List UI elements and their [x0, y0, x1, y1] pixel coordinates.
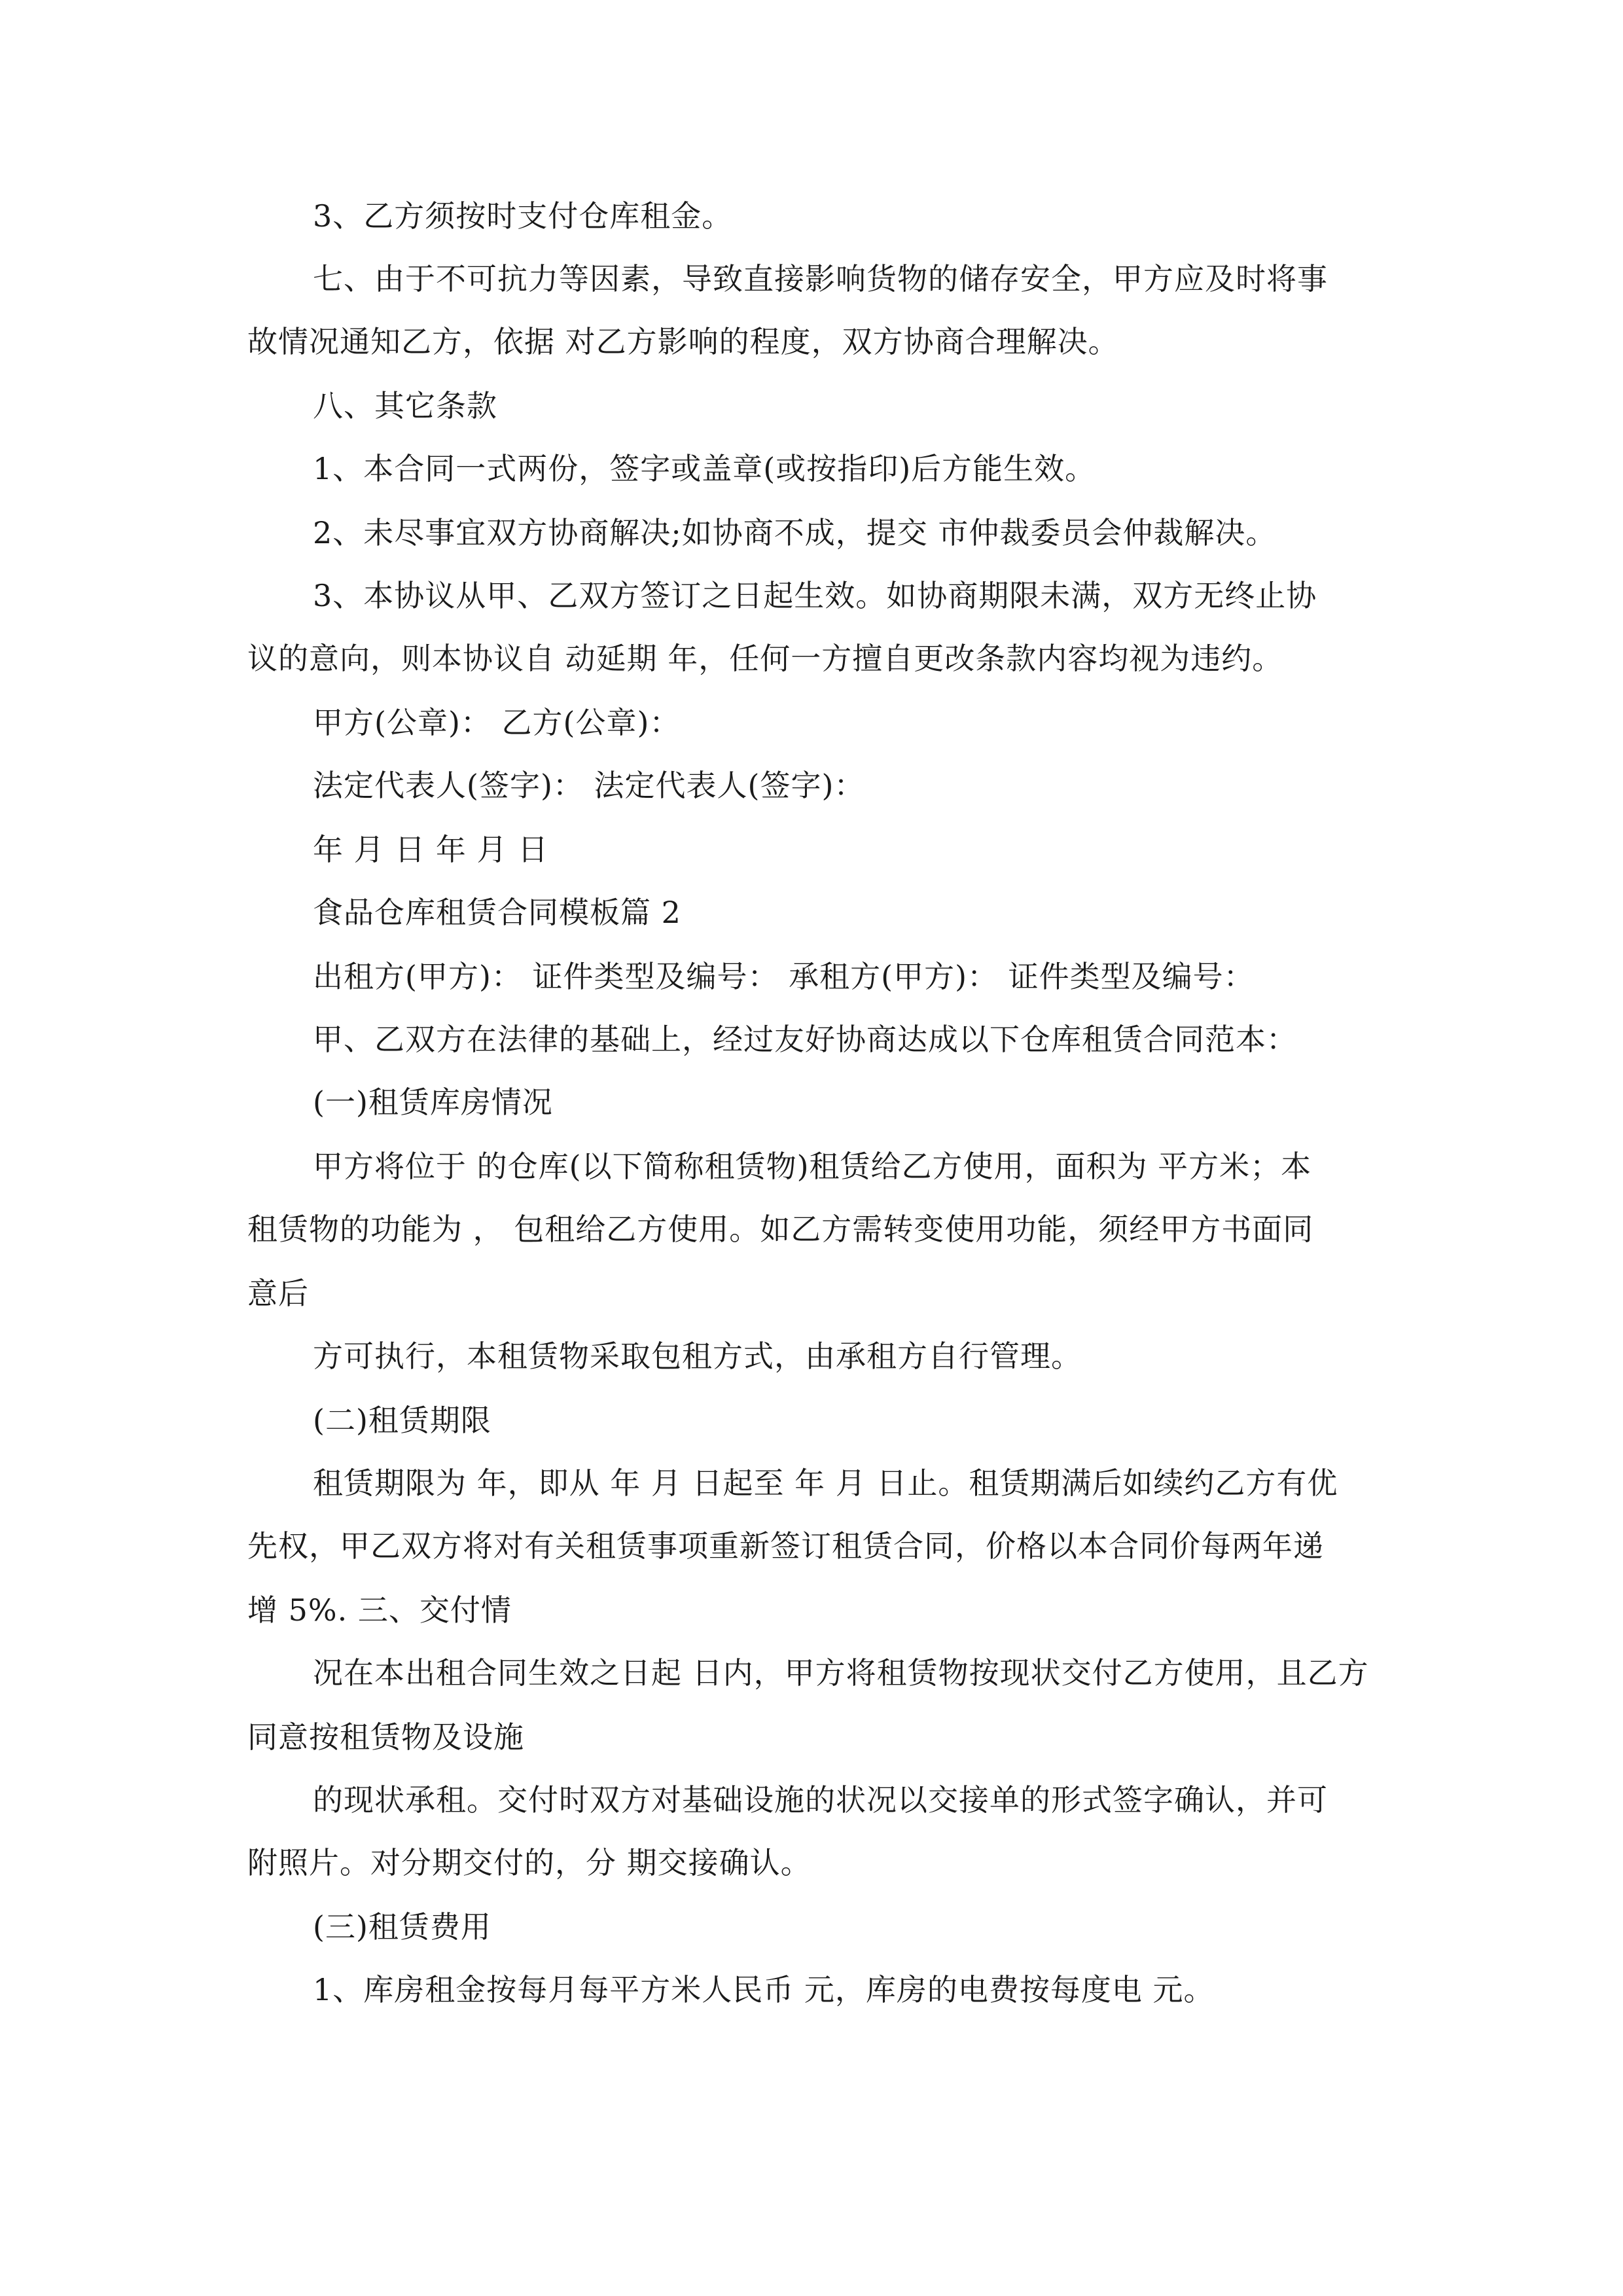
- text-line: 况在本出租合同生效之日起 日内，甲方将租赁物按现状交付乙方使用，且乙方: [313, 1655, 1369, 1691]
- text-line: 先权，甲乙双方将对有关租赁事项重新签订租赁合同，价格以本合同价每两年递: [247, 1528, 1324, 1564]
- text-line: 租赁物的功能为 ， 包租给乙方使用。如乙方需转变使用功能，须经甲方书面同: [247, 1211, 1314, 1247]
- section-heading: 八、其它条款: [313, 388, 497, 423]
- text-line: 2、未尽事宜双方协商解决;如协商不成，提交 市仲裁委员会仲裁解决。: [313, 515, 1277, 550]
- text-line: 议的意向，则本协议自 动延期 年，任何一方擅自更改条款内容均视为违约。: [247, 641, 1283, 676]
- text-line: 增 5%. 三、交付情: [247, 1592, 512, 1628]
- text-line: 1、库房租金按每月每平方米人民币 元，库房的电费按每度电 元。: [313, 1972, 1215, 2007]
- text-line: 3、本协议从甲、乙双方签订之日起生效。如协商期限未满，双方无终止协: [313, 578, 1317, 613]
- text-line: 甲方将位于 的仓库(以下简称租赁物)租赁给乙方使用，面积为 平方米；本: [313, 1149, 1312, 1184]
- text-line: 出租方(甲方)： 证件类型及编号： 承租方(甲方)： 证件类型及编号：: [313, 959, 1255, 994]
- text-line: 租赁期限为 年，即从 年 月 日起至 年 月 日止。租赁期满后如续约乙方有优: [313, 1465, 1338, 1501]
- section-heading: (三)租赁费用: [313, 1909, 491, 1945]
- section-heading: (二)租赁期限: [313, 1403, 491, 1438]
- signature-date-line: 年 月 日 年 月 日: [313, 832, 549, 867]
- signature-party-line: 甲方(公章)： 乙方(公章)：: [313, 705, 681, 740]
- text-line: 附照片。对分期交付的，分 期交接确认。: [247, 1845, 812, 1880]
- text-line: 方可执行，本租赁物采取包租方式，由承租方自行管理。: [313, 1338, 1082, 1374]
- text-line: 意后: [247, 1276, 309, 1311]
- document-section-title: 食品仓库租赁合同模板篇 2: [313, 895, 681, 930]
- text-line: 七、由于不可抗力等因素，导致直接影响货物的储存安全，甲方应及时将事: [313, 261, 1328, 296]
- text-line: 甲、乙双方在法律的基础上，经过友好协商达成以下仓库租赁合同范本：: [313, 1022, 1297, 1057]
- text-line: 1、本合同一式两份，签字或盖章(或按指印)后方能生效。: [313, 451, 1096, 486]
- text-line: 3、乙方须按时支付仓库租金。: [313, 198, 733, 234]
- section-heading: (一)租赁库房情况: [313, 1085, 553, 1120]
- text-line: 同意按租赁物及设施: [247, 1719, 524, 1755]
- text-line: 故情况通知乙方，依据 对乙方影响的程度，双方协商合理解决。: [247, 324, 1119, 359]
- text-line: 的现状承租。交付时双方对基础设施的状况以交接单的形式签字确认，并可: [313, 1782, 1328, 1818]
- signature-representative-line: 法定代表人(签字)： 法定代表人(签字)：: [313, 768, 865, 803]
